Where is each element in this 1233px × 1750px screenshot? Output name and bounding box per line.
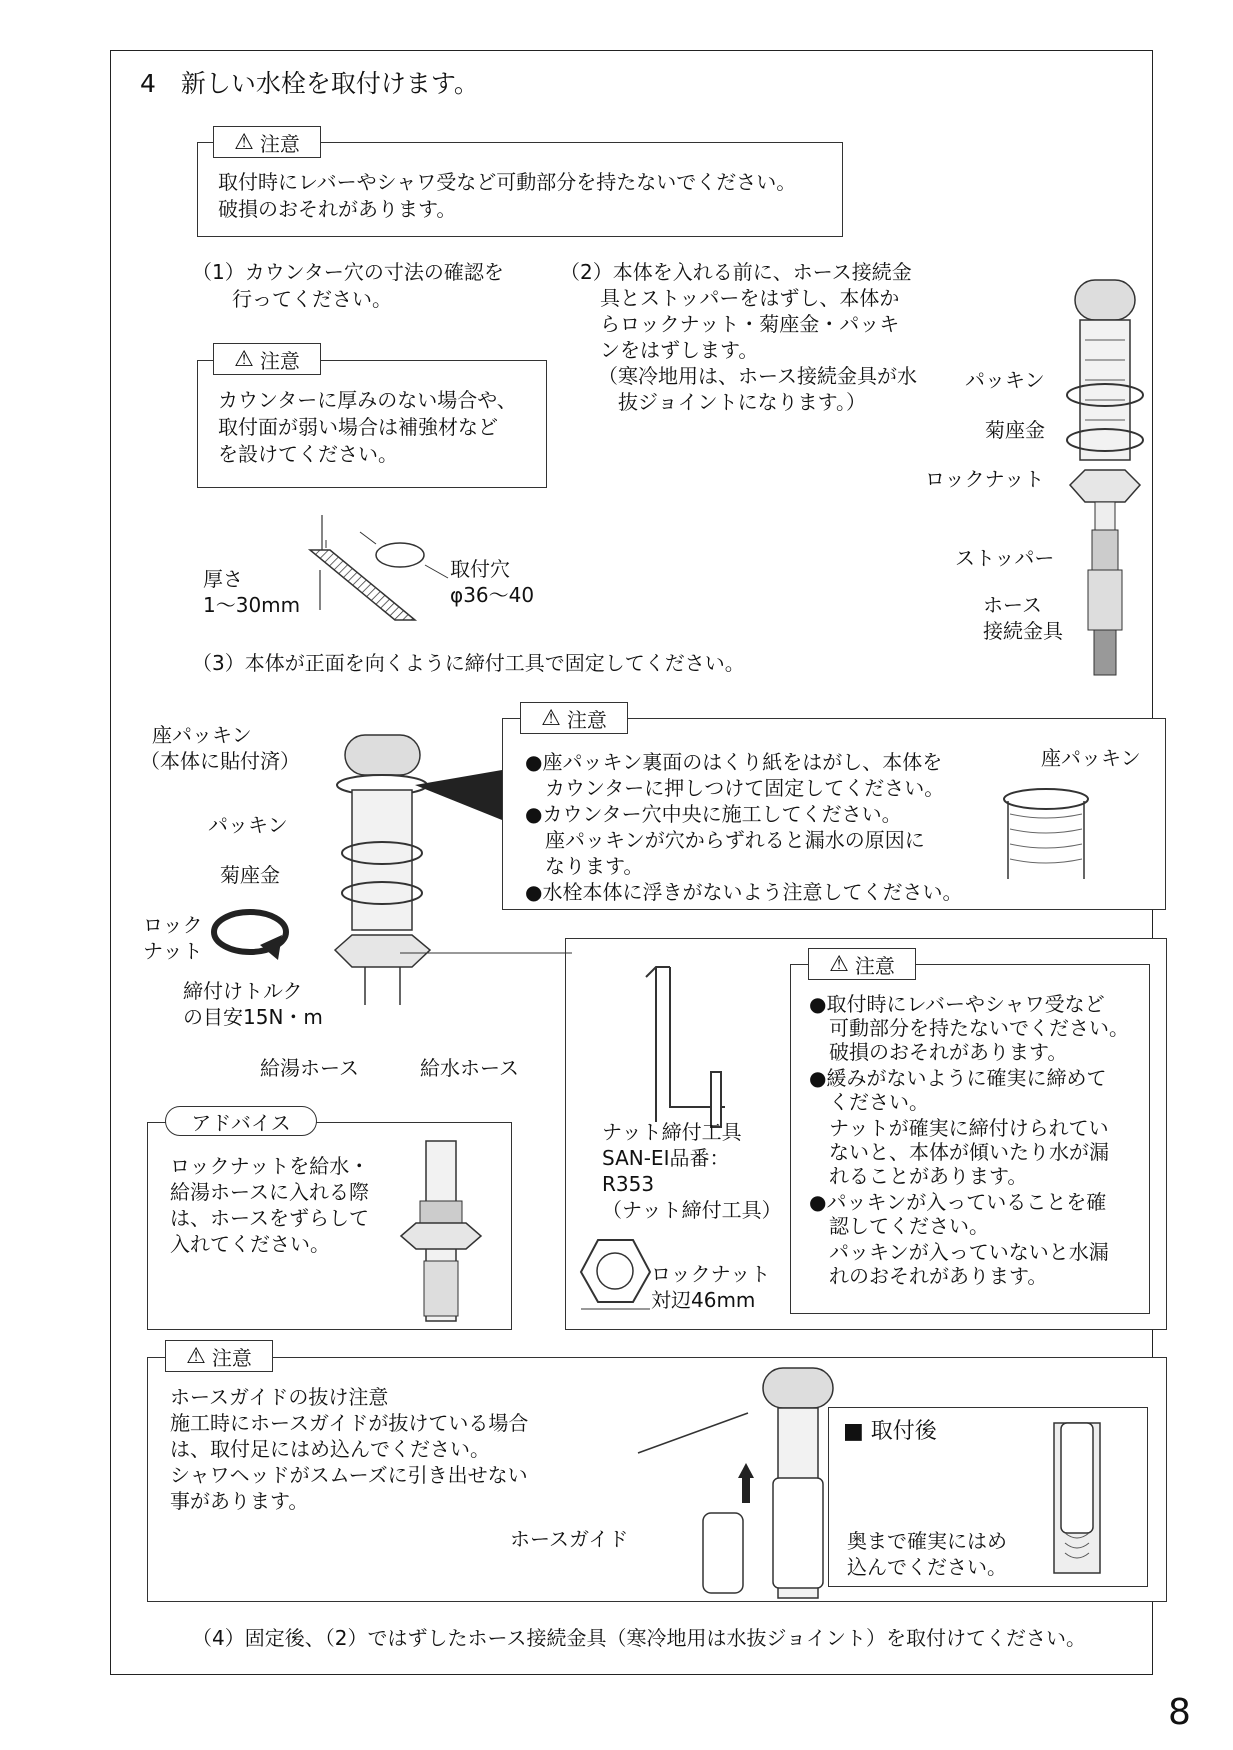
za-packing-figure <box>998 779 1098 889</box>
warning-triangle-icon: ⚠ <box>829 951 849 977</box>
caution-tag-4 <box>808 948 916 980</box>
part-kikuzagane-mid: 菊座金 <box>220 863 280 887</box>
rotate-arrow-icon <box>210 905 300 965</box>
caution-5-line: は、取付足にはめ込んでください。 <box>170 1437 490 1461</box>
after-install-box <box>828 1407 1148 1587</box>
sub-step-1-line: 行ってください。 <box>192 287 392 311</box>
caution-4-bullet: ください。 <box>809 1090 929 1114</box>
hole-label: 取付穴 <box>450 557 510 581</box>
part-kikuzagane-top: 菊座金 <box>985 418 1045 442</box>
advice-line: 給湯ホースに入れる際 <box>170 1180 369 1204</box>
advice-line: 入れてください。 <box>170 1232 330 1256</box>
part-locknut-top: ロックナット <box>925 467 1045 491</box>
sub-step-1-line: （1）カウンター穴の寸法の確認を <box>192 260 504 284</box>
caution-3-bullet: ●水栓本体に浮きがないよう注意してください。 <box>525 880 963 904</box>
sub-step-4: （4）固定後、（2）ではずしたホース接続金具（寒冷地用は水抜ジョイント）を取付けてください。 <box>192 1626 1087 1650</box>
part-locknut-mid: ナット <box>143 939 203 963</box>
sub-step-2-line: 具とストッパーをはずし、本体か <box>560 286 900 310</box>
part-za-packing: 座パッキン <box>152 723 252 747</box>
caution-label: 注意 <box>854 953 895 978</box>
caution-4-bullet: れのおそれがあります。 <box>809 1264 1048 1288</box>
part-hose-joint-top: ホース <box>983 593 1042 617</box>
step-title: 4 新しい水栓を取付けます。 <box>140 69 479 98</box>
caution-3-bullet: なります。 <box>525 854 644 878</box>
torque-label: 締付けトルク <box>183 979 303 1003</box>
pointer-wedge <box>415 770 505 830</box>
caution-4-bullet: 認してください。 <box>809 1214 989 1238</box>
part-packing-mid: パッキン <box>208 813 288 837</box>
za-packing-figure-label: 座パッキン <box>1041 746 1141 770</box>
thickness-label: 厚さ <box>203 567 243 591</box>
locknut-hexagon-figure <box>578 1237 658 1317</box>
caution-tag-5 <box>165 1340 273 1372</box>
advice-line: ロックナットを給水・ <box>170 1154 370 1178</box>
caution-4-bullet: 破損のおそれがあります。 <box>809 1040 1068 1064</box>
warning-triangle-icon: ⚠ <box>234 129 254 155</box>
caution-3-bullet: カウンターに押しつけて固定してください。 <box>525 776 945 800</box>
caution-2-line: 取付面が弱い場合は補強材など <box>218 415 498 439</box>
tool-line: （ナット締付工具） <box>602 1198 782 1222</box>
after-install-line: 奥まで確実にはめ <box>847 1529 1007 1553</box>
after-install-figure <box>1039 1423 1119 1583</box>
cold-hose-label: 給水ホース <box>420 1056 519 1080</box>
caution-2-line: を設けてください。 <box>218 442 398 466</box>
caution-4-bullet: ●パッキンが入っていることを確 <box>809 1190 1107 1214</box>
page-number: 8 <box>1168 1692 1191 1733</box>
leader-line <box>400 948 575 958</box>
caution-1-line: 取付時にレバーやシャワ受など可動部分を持たないでください。 <box>218 170 797 194</box>
caution-5-line: シャワヘッドがスムーズに引き出せない <box>170 1463 528 1487</box>
caution-tag-3 <box>520 702 628 734</box>
after-install-line: 込んでください。 <box>847 1555 1007 1579</box>
caution-label: 注意 <box>566 707 607 732</box>
after-install-title: ■ 取付後 <box>843 1419 937 1444</box>
part-locknut-mid: ロック <box>143 913 203 937</box>
sub-step-2-line: 抜ジョイントになります。） <box>598 390 866 414</box>
tool-line: SAN-EI品番： <box>602 1146 730 1170</box>
part-za-packing-note: （本体に貼付済） <box>140 749 300 773</box>
caution-5-line: 施工時にホースガイドが抜けている場合 <box>170 1411 529 1435</box>
advice-box <box>147 1122 512 1330</box>
thickness-value: 1～30mm <box>203 593 301 617</box>
caution-tag-2 <box>213 343 321 375</box>
sub-step-2-line: らロックナット・菊座金・パッキ <box>560 312 900 336</box>
caution-box-2 <box>197 360 547 488</box>
torque-value: の目安15N・m <box>183 1005 323 1029</box>
caution-box-3 <box>502 718 1166 910</box>
caution-label: 注意 <box>259 348 300 373</box>
caution-4-bullet: ナットが確実に締付けられてい <box>809 1116 1109 1140</box>
advice-label: アドバイス <box>165 1106 317 1136</box>
locknut-size-label: ロックナット <box>651 1262 771 1286</box>
sub-step-3: （3）本体が正面を向くように締付工具で固定してください。 <box>192 651 745 675</box>
hot-hose-label: 給湯ホース <box>260 1056 359 1080</box>
caution-4-bullet: ●取付時にレバーやシャワ受など <box>809 992 1105 1016</box>
locknut-size-value: 対辺46mm <box>651 1288 756 1312</box>
tool-line: R353 <box>602 1172 655 1196</box>
caution-3-bullet: 座パッキンが穴からずれると漏水の原因に <box>525 828 925 852</box>
part-hose-joint-top: 接続金具 <box>983 619 1063 643</box>
warning-triangle-icon: ⚠ <box>541 705 561 731</box>
caution-4-bullet: 可動部分を持たないでください。 <box>809 1016 1129 1040</box>
caution-tag-1 <box>213 126 321 158</box>
caution-box-5 <box>147 1357 1167 1602</box>
caution-3-bullet: ●座パッキン裏面のはくり紙をはがし、本体を <box>525 750 943 774</box>
caution-4-bullet: ないと、本体が傾いたり水が漏 <box>809 1140 1109 1164</box>
advice-hose-figure <box>396 1141 496 1321</box>
part-packing-top: パッキン <box>965 368 1045 392</box>
caution-label: 注意 <box>259 131 300 156</box>
hole-value: φ36～40 <box>450 583 535 607</box>
caution-4-bullet: れることがあります。 <box>809 1164 1028 1188</box>
caution-1-line: 破損のおそれがあります。 <box>218 197 457 221</box>
sub-step-2-line: ンをはずします。 <box>560 338 759 362</box>
sub-step-2-line: （寒冷地用は、ホース接続金具が水 <box>598 364 917 388</box>
caution-5-heading: ホースガイドの抜け注意 <box>170 1385 389 1409</box>
caution-box-4 <box>790 964 1150 1314</box>
part-stopper-top: ストッパー <box>955 546 1055 570</box>
tool-line: ナット締付工具 <box>602 1120 742 1144</box>
caution-label: 注意 <box>211 1345 252 1370</box>
caution-4-bullet: ●緩みがないように確実に締めて <box>809 1066 1107 1090</box>
caution-3-bullet: ●カウンター穴中央に施工してください。 <box>525 802 902 826</box>
caution-5-line: 事があります。 <box>170 1489 309 1513</box>
sub-step-2-line: （2）本体を入れる前に、ホース接続金 <box>560 260 912 284</box>
warning-triangle-icon: ⚠ <box>186 1343 206 1369</box>
warning-triangle-icon: ⚠ <box>234 346 254 372</box>
caution-4-bullet: パッキンが入っていないと水漏 <box>809 1240 1109 1264</box>
hose-guide-label: ホースガイド <box>510 1527 629 1551</box>
advice-line: は、ホースをずらして <box>170 1206 369 1230</box>
caution-2-line: カウンターに厚みのない場合や、 <box>218 388 517 412</box>
